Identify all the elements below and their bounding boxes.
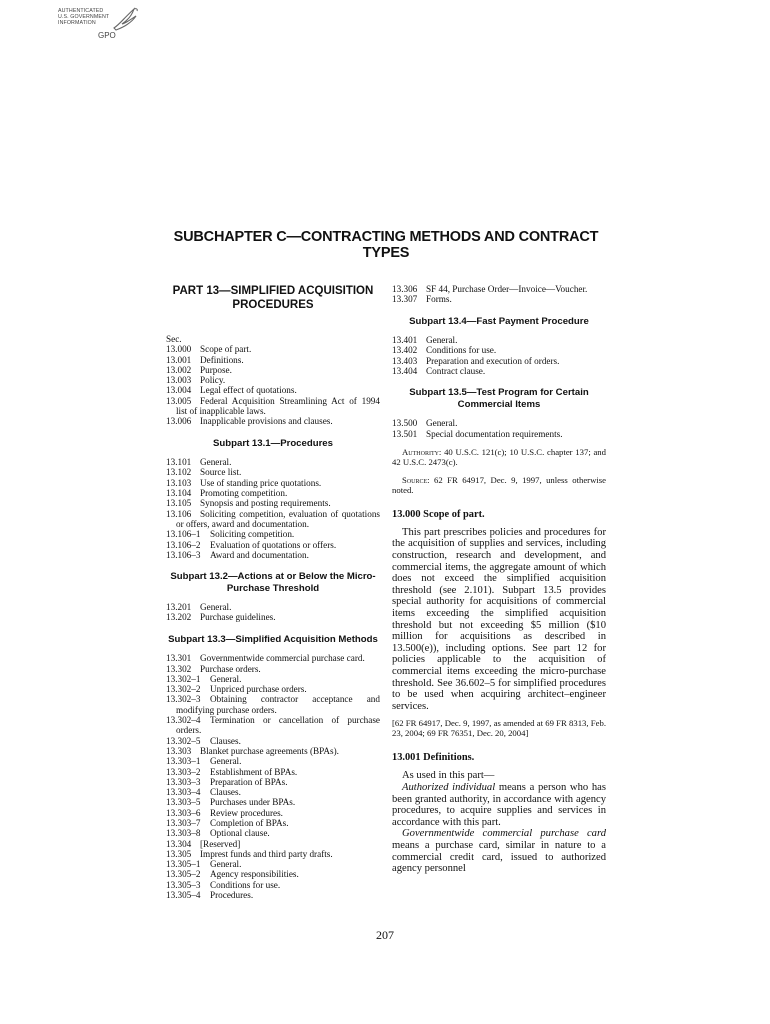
page-number: 207: [376, 928, 394, 942]
toc-entry: 13.106–1 Soliciting competition.: [166, 529, 295, 540]
part-title: PART 13—SIMPLIFIED ACQUISITION PROCEDURES: [172, 285, 374, 311]
toc-entry: 13.403 Preparation and execution of orders.: [392, 355, 560, 366]
section-13-000-citation: [62 FR 64917, Dec. 9, 1997, as amended at 69 FR 8313, Feb. 23, 2004; 69 FR 76351, Dec. 20, 2004]: [392, 718, 606, 739]
logo-gpo-mark: GPO: [98, 31, 116, 40]
toc-entry: 13.305 Imprest funds and third party drafts.: [166, 848, 333, 859]
toc-entry: 13.104 Promoting competition.: [166, 488, 288, 499]
toc-entry: 13.404 Contract clause.: [392, 365, 486, 376]
toc-entry: 13.302–3 Obtaining contractor acceptance and modifying purchase orders.: [166, 694, 380, 715]
toc-entry: 13.006 Inapplicable provisions and clauses.: [166, 416, 333, 427]
section-13-000-body: This part prescribes policies and procedures for the acquisition of supplies and services, including construction, research and development, and commercial items, the aggregate amount of which does not exceed the simplified acquisition threshold (see 2.101). Subpart 13.5 provides special authority for acquisitions of commercial items exceeding the simplified acquisition threshold but not exceeding $5 million ($10 million for acquisitions as described in 13.500(e)), including options. See part 12 for policies applicable to the acquisition of commercial items exceeding the micro-purchase threshold. See 36.602–5 for simplified procedures to be used when acquiring architect–engineer services.: [392, 526, 606, 712]
toc-subpart-13-4: [392, 335, 606, 376]
toc-entry: 13.303–8 Optional clause.: [166, 828, 270, 839]
authority-text: 40 U.S.C. 121(c); 10 U.S.C. chapter 137; and 42 U.S.C. 2473(c).: [392, 446, 606, 467]
toc-entry: 13.106–3 Award and documentation.: [166, 549, 309, 560]
toc-entry: 13.501 Special documentation requirements.: [392, 428, 563, 439]
toc-entry: 13.304 [Reserved]: [166, 838, 241, 849]
toc-entry: 13.305–4 Procedures.: [166, 890, 254, 901]
source-label: Source:: [402, 474, 430, 485]
toc-entry: 13.302–1 General.: [166, 673, 242, 684]
toc-entry: 13.105 Synopsis and posting requirements.: [166, 498, 331, 509]
subchapter-title: SUBCHAPTER C—CONTRACTING METHODS AND CONTRACT TYPES: [173, 229, 599, 261]
subpart-13-1-heading: Subpart 13.1—Procedures: [213, 437, 333, 449]
definition-term: Governmentwide commercial purchase card: [402, 828, 606, 840]
toc-entry: 13.303–5 Purchases under BPAs.: [166, 797, 296, 808]
authority-note: [392, 447, 606, 467]
left-column: [166, 284, 380, 900]
toc-entry: 13.005 Federal Acquisition Streamlining Act of 1994 list of inapplicable laws.: [166, 395, 380, 417]
toc-entry: 13.303–2 Establishment of BPAs.: [166, 766, 298, 777]
toc-subpart-13-3: [166, 653, 380, 900]
toc-subpart-13-1: [166, 457, 380, 560]
section-13-001-intro: As used in this part—: [402, 770, 495, 782]
definition-term: Authorized individual: [402, 781, 496, 793]
toc-subpart-13-3-continued: [392, 284, 606, 305]
toc-entry: 13.305–3 Conditions for use.: [166, 879, 281, 890]
gpo-authentication-logo: [58, 6, 140, 46]
toc-entry: 13.305–1 General.: [166, 859, 242, 870]
toc-entry: 13.106 Soliciting competition, evaluation of quotations or offers, award and documentation.: [166, 508, 380, 529]
toc-entry: 13.301 Governmentwide commercial purchase card.: [166, 653, 365, 664]
toc-entry: 13.303 Blanket purchase agreements (BPAs).: [166, 745, 339, 756]
toc-entry: 13.003 Policy.: [166, 375, 226, 386]
toc-entry: 13.106–2 Evaluation of quotations or offers.: [166, 539, 337, 550]
toc-entry: 13.303–1 General.: [166, 756, 242, 767]
subpart-13-5-heading: Subpart 13.5—Test Program for Certain Commercial Items: [409, 387, 589, 410]
toc-entry: 13.103 Use of standing price quotations.: [166, 477, 322, 488]
subpart-13-4-heading: Subpart 13.4—Fast Payment Procedure: [409, 315, 589, 327]
subpart-13-2-heading: Subpart 13.2—Actions at or Below the Micro-Purchase Threshold: [170, 571, 376, 594]
toc-entry: 13.102 Source list.: [166, 467, 242, 478]
toc-entry: 13.000 Scope of part.: [166, 344, 252, 355]
section-13-000-heading: 13.000 Scope of part.: [392, 508, 485, 520]
toc-entry: 13.303–4 Clauses.: [166, 787, 241, 798]
sec-label: Sec.: [166, 334, 182, 344]
toc-entry: 13.002 Purpose.: [166, 364, 232, 375]
toc-entry: 13.302–5 Clauses.: [166, 735, 241, 746]
authority-label: Authority:: [402, 446, 442, 457]
toc-entry: 13.500 General.: [392, 418, 458, 429]
toc-entry: 13.302 Purchase orders.: [166, 663, 261, 674]
right-column: [392, 284, 606, 875]
toc-entry: 13.202 Purchase guidelines.: [166, 612, 276, 623]
eagle-icon: [110, 6, 140, 32]
definition-purchase-card: [392, 828, 606, 874]
source-note: [392, 475, 606, 495]
toc-entry: 13.302–2 Unpriced purchase orders.: [166, 684, 307, 695]
definition-text: means a purchase card, similar in nature to a commercial credit card, issued to authorized agency personnel: [392, 839, 606, 875]
logo-line-3: INFORMATION: [58, 20, 96, 26]
toc-entry: 13.303–7 Completion of BPAs.: [166, 817, 289, 828]
toc-entry: 13.302–4 Termination or cancellation of purchase orders.: [166, 715, 380, 736]
definition-authorized-individual: [392, 782, 606, 828]
source-text: 62 FR 64917, Dec. 9, 1997, unless otherwise noted.: [392, 474, 606, 495]
toc-entry: 13.004 Legal effect of quotations.: [166, 385, 297, 396]
toc-subpart-13-5: [392, 418, 606, 439]
toc-entry: 13.201 General.: [166, 602, 232, 613]
toc-entry: 13.306 SF 44, Purchase Order—Invoice—Voucher.: [392, 284, 588, 294]
toc-entry: 13.305–2 Agency responsibilities.: [166, 869, 299, 880]
subpart-13-3-heading: Subpart 13.3—Simplified Acquisition Methods: [168, 633, 378, 645]
toc-entry: 13.001 Definitions.: [166, 354, 244, 365]
toc-subpart-13-2: [166, 602, 380, 623]
toc-entry: 13.303–3 Preparation of BPAs.: [166, 776, 288, 787]
toc-entry: 13.307 Forms.: [392, 294, 452, 305]
toc-entry: 13.101 General.: [166, 457, 232, 468]
toc-entry: 13.401 General.: [392, 335, 458, 346]
toc-entry: 13.303–6 Review procedures.: [166, 807, 283, 818]
definition-text: means a person who has been granted authority, in accordance with agency procedures, to acquire supplies and services in accordance with this part.: [392, 781, 606, 828]
logo-line-2: U.S. GOVERNMENT: [58, 14, 110, 20]
toc-entry: 13.402 Conditions for use.: [392, 345, 497, 356]
section-13-001-heading: 13.001 Definitions.: [392, 752, 475, 764]
logo-line-1: AUTHENTICATED: [58, 8, 104, 14]
toc-general: [166, 344, 380, 426]
